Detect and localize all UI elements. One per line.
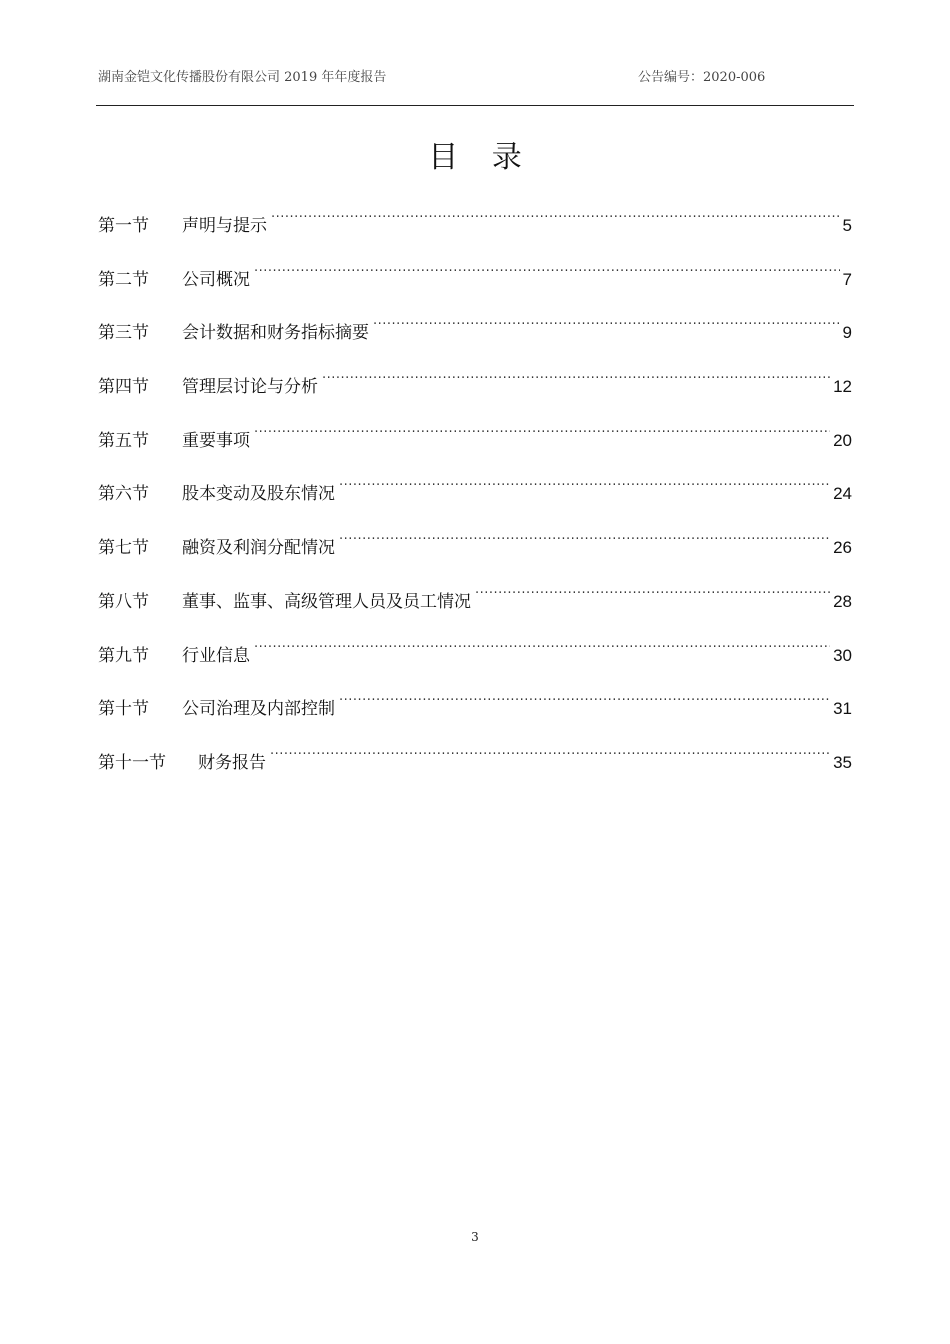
table-of-contents: [98, 203, 852, 794]
toc-section-number: 第三节: [98, 323, 149, 344]
toc-dot-leader: [475, 579, 830, 607]
toc-entry[interactable]: [98, 525, 852, 579]
toc-section-title: 管理层讨论与分析: [182, 377, 318, 398]
toc-dot-leader: [254, 257, 840, 285]
toc-section-number: 第七节: [98, 538, 149, 559]
toc-section-number: 第十节: [98, 699, 149, 720]
toc-page-number: 35: [833, 752, 852, 772]
toc-page-number: 20: [833, 430, 852, 450]
toc-section-title: 股本变动及股东情况: [182, 484, 335, 505]
header-report-title: 湖南金铠文化传播股份有限公司 2019 年年度报告: [98, 70, 387, 85]
header-announcement-number: 公告编号：2020-006: [638, 70, 766, 85]
toc-dot-leader: [254, 633, 830, 661]
toc-dot-leader: [339, 525, 830, 553]
toc-section-title: 声明与提示: [182, 216, 267, 236]
toc-section-title: 会计数据和财务指标摘要: [182, 323, 369, 344]
toc-page-number: 30: [833, 645, 852, 665]
toc-section-number: 第五节: [98, 430, 149, 451]
toc-section-title: 董事、监事、高级管理人员及员工情况: [182, 591, 471, 612]
toc-entry[interactable]: [98, 686, 852, 740]
toc-dot-leader: [322, 364, 830, 392]
toc-dot-leader: [373, 310, 840, 338]
toc-page-number: 7: [842, 269, 852, 289]
toc-dot-leader: [271, 203, 840, 231]
toc-section-title: 重要事项: [182, 430, 250, 451]
toc-section-title: 融资及利润分配情况: [182, 538, 335, 559]
toc-entry[interactable]: [98, 740, 852, 794]
toc-section-title: 行业信息: [182, 645, 250, 666]
toc-page-number: 5: [842, 216, 852, 235]
toc-section-title: 公司概况: [182, 269, 250, 290]
toc-section-number: 第十一节: [98, 752, 166, 773]
toc-entry[interactable]: [98, 310, 852, 364]
toc-section-number: 第二节: [98, 269, 149, 290]
toc-dot-leader: [254, 418, 830, 446]
toc-entry[interactable]: [98, 579, 852, 633]
page-header: [98, 66, 854, 90]
toc-section-number: 第六节: [98, 484, 149, 505]
toc-section-title: 公司治理及内部控制: [182, 699, 335, 720]
toc-dot-leader: [270, 740, 830, 768]
header-divider: [96, 105, 854, 106]
toc-dot-leader: [339, 471, 830, 499]
toc-entry[interactable]: [98, 364, 852, 418]
toc-page-number: 26: [833, 538, 852, 558]
toc-entry[interactable]: [98, 633, 852, 687]
toc-section-number: 第九节: [98, 645, 149, 666]
toc-entry[interactable]: [98, 203, 852, 257]
toc-page-number: 31: [833, 699, 852, 719]
toc-section-number: 第四节: [98, 377, 149, 398]
toc-dot-leader: [339, 686, 830, 714]
toc-entry[interactable]: [98, 418, 852, 472]
toc-section-number: 第一节: [98, 216, 149, 236]
toc-section-title: 财务报告: [198, 752, 266, 773]
toc-entry[interactable]: [98, 257, 852, 311]
toc-page-number: 12: [833, 377, 852, 397]
toc-page-number: 28: [833, 591, 852, 611]
toc-page-number: 24: [833, 484, 852, 504]
toc-entry[interactable]: [98, 471, 852, 525]
footer-page-number: 3: [471, 1230, 479, 1244]
page-title: 目 录: [428, 140, 534, 175]
toc-page-number: 9: [842, 323, 852, 343]
toc-section-number: 第八节: [98, 591, 149, 612]
